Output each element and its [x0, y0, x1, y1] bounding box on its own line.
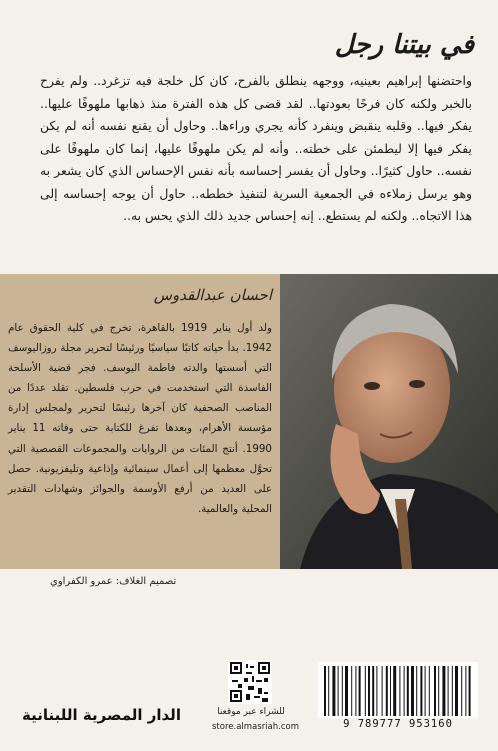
- barcode-bar: [452, 666, 453, 716]
- barcode-bar: [372, 666, 374, 716]
- author-photo: [280, 274, 498, 569]
- barcode-bar: [442, 666, 445, 716]
- barcode-bar: [355, 666, 356, 716]
- barcode-bar: [404, 666, 405, 716]
- author-bio-text: ولد أول يناير 1919 بالقاهرة، تخرج في كلية الحقوق عام 1942. بدأ حياته كاتبًا سياسيًا ورئيسًا لتحرير مجلة روزاليوسف التي أسستها والدته فاطمة اليوسف. فجر قضية الأسلحة الفاسدة التي استخدمت في حرب فلسطين. تقلد عددًا من المناصب الصحفية كان آخرها رئيسًا لتحرير ولمجلس إدارة مؤسسة الأهرام، وبعدها تفرغ للكتابة حتى وفاته 11 يناير 1990. أنتج المئات من الروايات والمجموعات القصصية التي تحوَّل معظمها إلى أعمال سينمائية وإذاعية وتليفزيونية. حصل على العديد من أرفع الأوسمة والجوائز وشهادات التقدير المحلية والعالمية.: [8, 322, 273, 515]
- barcode-bar: [429, 666, 430, 716]
- cover-design-credit: تصميم الغلاف: عمرو الكفراوي: [50, 576, 177, 587]
- barcode-bar: [382, 666, 383, 716]
- book-title: في بيتنا رجل: [334, 30, 474, 60]
- barcode-bar: [438, 666, 439, 716]
- barcode-bar: [434, 666, 436, 716]
- barcode-bar: [351, 666, 352, 716]
- barcode-bar: [338, 666, 339, 716]
- barcode-bar: [425, 666, 426, 716]
- barcode-bar: [455, 666, 458, 716]
- barcode-bar: [368, 666, 370, 716]
- barcode-bar: [386, 666, 388, 716]
- barcode-bar: [328, 666, 329, 716]
- store-url-link[interactable]: store.almasriah.com: [212, 722, 299, 732]
- barcode-bar: [332, 666, 335, 716]
- barcode-bar: [399, 666, 400, 716]
- author-bio: [8, 318, 272, 568]
- barcode-bar: [469, 666, 471, 716]
- barcode-bar: [465, 666, 466, 716]
- back-cover-excerpt: [40, 70, 472, 270]
- barcode-bar: [345, 666, 348, 716]
- barcode-bar: [342, 666, 343, 716]
- author-name: احسان عبدالقدوس: [153, 286, 272, 304]
- barcode-bar: [407, 666, 409, 716]
- barcode-bar: [411, 666, 414, 716]
- isbn-number: 9 789777 953160: [343, 718, 453, 730]
- barcode-bar: [393, 666, 396, 716]
- barcode-bar: [324, 666, 326, 716]
- barcode-bar: [376, 666, 377, 716]
- barcode-bar: [390, 666, 391, 716]
- publisher-logo: الدار المصرية اللبنانية: [22, 706, 181, 724]
- author-portrait-image: [280, 274, 498, 569]
- excerpt-text: واحتضنها إبراهيم بعينيه، ووجهه ينطلق بالفرح، كان كل خلجة فيه تزغرد.. ولم يفرح بالخبر ولكنه كان فرحًا بعودتها.. لقد قضى كل هذه الفترة منذ ذهابها ملهوفًا عليها.. يفكر فيها.. وقلبه ينقبض وينفرد كأنه يجري وراءها.. وحاول أن يقنع نفسه أنه لم يكن يفكر فيها إلا ليطمئن على خطته.. وأنه لم يكن ملهوفًا عليها، إنما كان ملهوفًا على نفسه.. حاول كثيرًا.. وحاول أن يفسر إحساسه بأنه نفس الإحساس الذي كان يشعر به وهو يرسل زملاءه في الجمعية السرية لتنفيذ خططه.. حاول أن يوجه إحساسه إلى هذا الاتجاه.. ولكنه لم يستطع.. إنه إحساس جديد ذلك الذي يحس به..: [40, 73, 472, 223]
- barcode-bar: [416, 666, 417, 716]
- barcode-bar: [448, 666, 449, 716]
- barcode-bar: [461, 666, 462, 716]
- barcode-bar: [420, 666, 422, 716]
- order-online-label: للشراء عبر موقعنا: [217, 707, 285, 717]
- isbn-barcode: [318, 662, 478, 718]
- qr-code[interactable]: [228, 660, 272, 704]
- barcode-bar: [359, 666, 361, 716]
- barcode-bar: [365, 666, 366, 716]
